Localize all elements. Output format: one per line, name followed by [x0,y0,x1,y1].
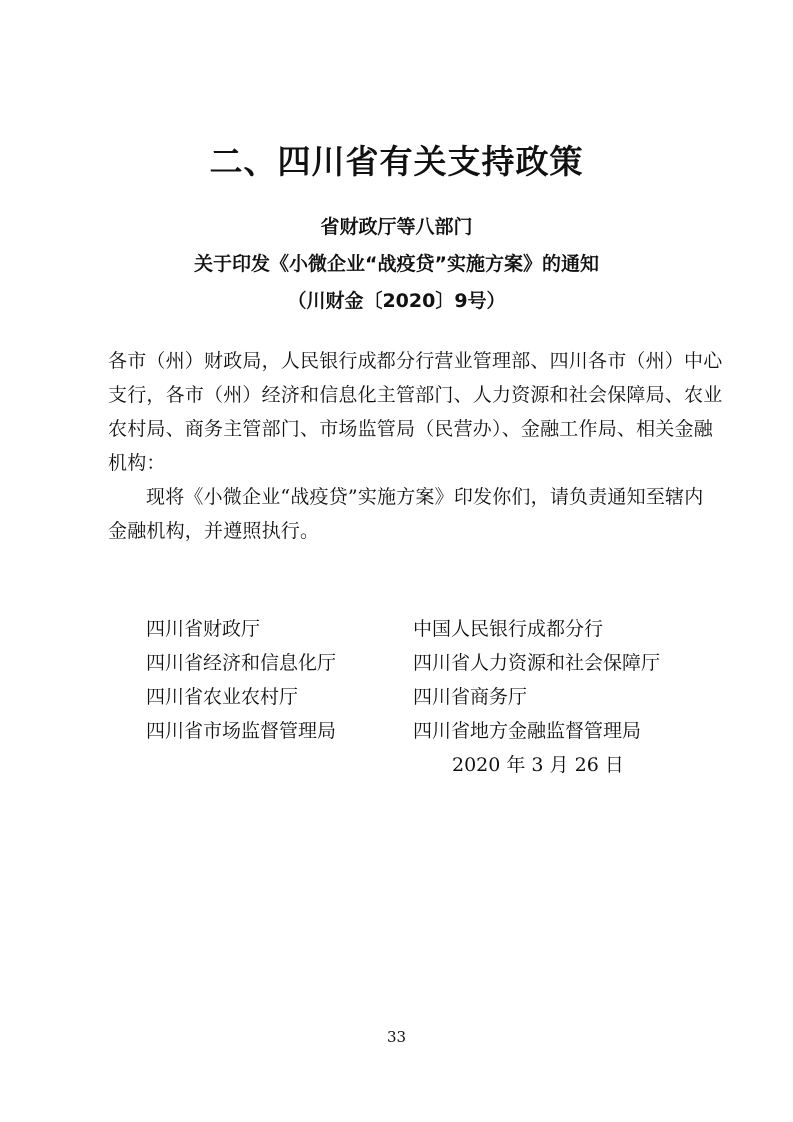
notice-title: 关于印发《小微企业“战疫贷”实施方案》的通知 [194,253,599,275]
recipients-line: 农村局、商务主管部门、市场监管局（民营办）、金融工作局、相关金融 [108,418,713,440]
signatory-left: 四川省市场监督管理局 [146,720,337,742]
signatory-left: 四川省农业农村厅 [146,686,299,708]
signatory-left: 四川省财政厅 [146,618,261,640]
signatory-right: 四川省人力资源和社会保障厅 [413,652,661,674]
notice-issuer: 省财政厅等八部门 [320,216,473,238]
signatory-right: 四川省地方金融监督管理局 [413,720,642,742]
body-paragraph-line: 现将《小微企业“战疫贷”实施方案》印发你们，请负责通知至辖内 [146,486,704,508]
body-paragraph-line: 金融机构，并遵照执行。 [108,520,320,542]
recipients-line: 支行，各市（州）经济和信息化主管部门、人力资源和社会保障局、农业 [108,384,723,406]
notice-doc-number: （川财金〔2020〕9号） [287,290,506,312]
page-number: 33 [386,1028,407,1046]
signatory-right: 四川省商务厅 [413,686,528,708]
recipients-line: 各市（州）财政局，人民银行成都分行营业管理部、四川各市（州）中心 [108,350,723,372]
recipients-line: 机构： [108,452,166,474]
signatory-left: 四川省经济和信息化厅 [146,652,337,674]
section-title: 二、四川省有关支持政策 [209,142,584,181]
document-date: 2020 年 3 月 26 日 [452,754,624,776]
signatory-right: 中国人民银行成都分行 [413,618,604,640]
